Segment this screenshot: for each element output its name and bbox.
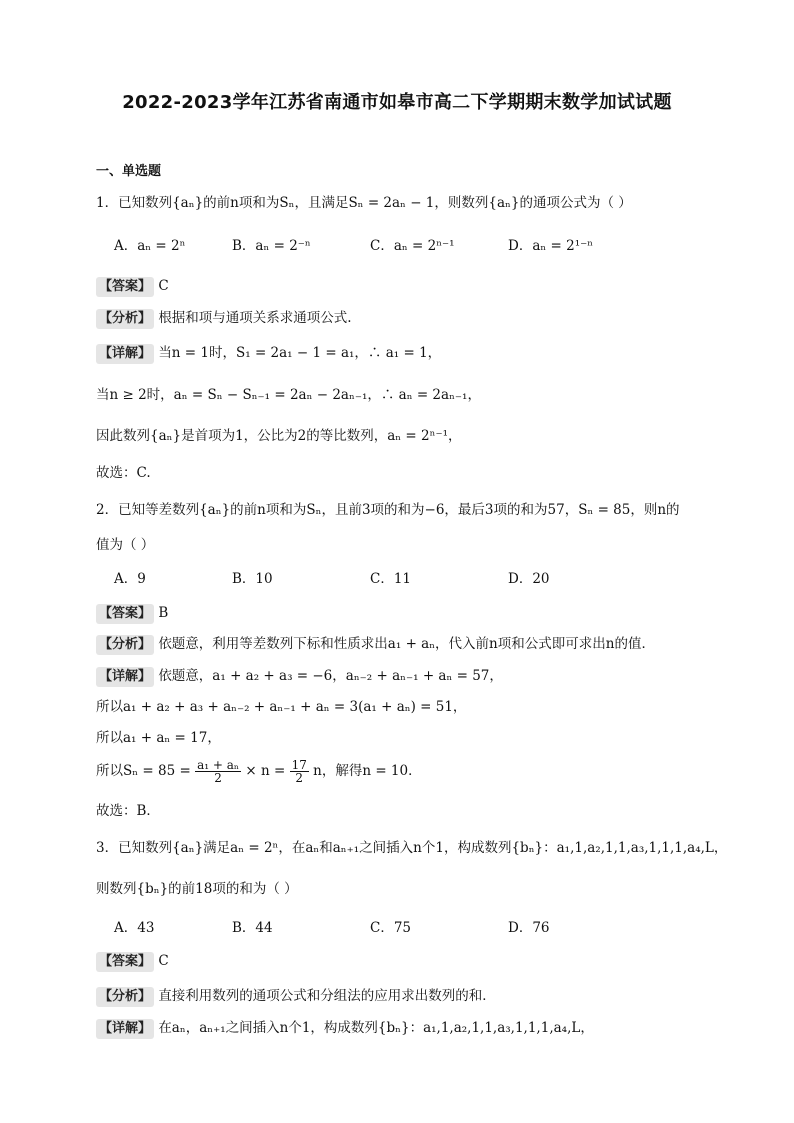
detail-line: 所以a₁ + aₙ = 17， [96, 730, 221, 746]
analysis-text: 依题意，利用等差数列下标和性质求出a₁ + aₙ，代入前n项和公式即可求出n的值． [158, 636, 655, 652]
choice-a: A．aₙ = 2ⁿ [114, 238, 186, 254]
detail-row [96, 666, 503, 687]
conclusion-line: 故选：B． [96, 803, 160, 819]
section-heading: 一、单选题 [96, 164, 162, 179]
answer-row [96, 603, 168, 624]
answer-tag: 【答案】 [96, 277, 154, 297]
formula-prefix: 所以Sₙ = 85 = [96, 763, 191, 779]
choice-d: D．aₙ = 2¹⁻ⁿ [508, 238, 594, 254]
analysis-text: 根据和项与通项关系求通项公式. [158, 310, 352, 326]
fraction-denominator: 2 [214, 771, 222, 785]
analysis-text: 直接利用数列的通项公式和分组法的应用求出数列的和． [158, 988, 496, 1004]
choice-a: A．9 [114, 571, 146, 587]
question-1-stem: 1．已知数列{aₙ}的前n项和为Sₙ，且满足Sₙ = 2aₙ − 1，则数列{aₙ}的通项公式为（ ） [96, 195, 632, 211]
page-title: 2022-2023学年江苏省南通市如皋市高二下学期期末数学加试试题 [122, 92, 672, 113]
detail-tag: 【详解】 [96, 344, 154, 364]
fraction-denominator: 2 [295, 771, 304, 785]
analysis-row [96, 634, 655, 655]
choice-a: A．43 [114, 920, 155, 936]
choice-c: C．11 [370, 571, 412, 587]
analysis-row [96, 308, 352, 329]
fraction-numerator: a₁ + aₙ [197, 758, 240, 772]
answer-row [96, 951, 169, 972]
choice-c: C．aₙ = 2ⁿ⁻¹ [370, 238, 455, 254]
detail-row [96, 343, 441, 364]
choice-d: D．20 [508, 571, 550, 587]
analysis-row [96, 986, 496, 1007]
analysis-tag: 【分析】 [96, 987, 154, 1007]
detail-row [96, 1018, 594, 1039]
detail-text: 依题意，a₁ + a₂ + a₃ = −6，aₙ₋₂ + aₙ₋₁ + aₙ = 57， [158, 668, 503, 684]
answer-value: B [158, 605, 169, 621]
question-2-stem: 2．已知等差数列{aₙ}的前n项和为Sₙ，且前3项的和为−6，最后3项的和为57，Sₙ = 85，则n的 [96, 502, 680, 518]
choice-b: B．44 [232, 920, 273, 936]
detail-text: 在aₙ，aₙ₊₁之间插入n个1，构成数列{bₙ}：a₁,1,a₂,1,1,a₃,1,1,1,a₄,L， [158, 1020, 594, 1036]
analysis-tag: 【分析】 [96, 309, 154, 329]
detail-line: 因此数列{aₙ}是首项为1，公比为2的等比数列，aₙ = 2ⁿ⁻¹， [96, 428, 462, 444]
detail-tag: 【详解】 [96, 1019, 154, 1039]
detail-tag: 【详解】 [96, 667, 154, 687]
choice-b: B．aₙ = 2⁻ⁿ [232, 238, 311, 254]
analysis-tag: 【分析】 [96, 635, 154, 655]
detail-line: 当n ≥ 2时，aₙ = Sₙ − Sₙ₋₁ = 2aₙ − 2aₙ₋₁，∴ aₙ = 2aₙ₋₁， [96, 387, 481, 403]
answer-tag: 【答案】 [96, 952, 154, 972]
detail-formula-line [96, 759, 422, 784]
formula-mid: × n = [245, 763, 286, 779]
choice-d: D．76 [508, 920, 550, 936]
answer-tag: 【答案】 [96, 604, 154, 624]
answer-value: C [158, 953, 169, 969]
detail-line: 所以a₁ + a₂ + a₃ + aₙ₋₂ + aₙ₋₁ + aₙ = 3(a₁ + aₙ) = 51， [96, 699, 467, 715]
answer-value: C [158, 278, 169, 294]
question-3-stem: 3．已知数列{aₙ}满足aₙ = 2ⁿ，在aₙ和aₙ₊₁之间插入n个1，构成数列{bₙ}：a₁,1,a₂,1,1,a₃,1,1,1,a₄,L， [96, 840, 728, 856]
conclusion-line: 故选：C. [96, 465, 151, 481]
choice-c: C．75 [370, 920, 412, 936]
question-2-stem-cont: 值为（ ） [96, 537, 155, 553]
answer-row [96, 276, 169, 297]
detail-text: 当n = 1时，S₁ = 2a₁ − 1 = a₁，∴ a₁ = 1， [158, 345, 442, 361]
choice-b: B．10 [232, 571, 273, 587]
fraction [290, 759, 309, 784]
formula-suffix: n，解得n = 10． [313, 763, 422, 779]
fraction [195, 759, 241, 784]
question-3-stem-cont: 则数列{bₙ}的前18项的和为（ ） [96, 881, 298, 897]
fraction-numerator: 17 [291, 758, 307, 772]
